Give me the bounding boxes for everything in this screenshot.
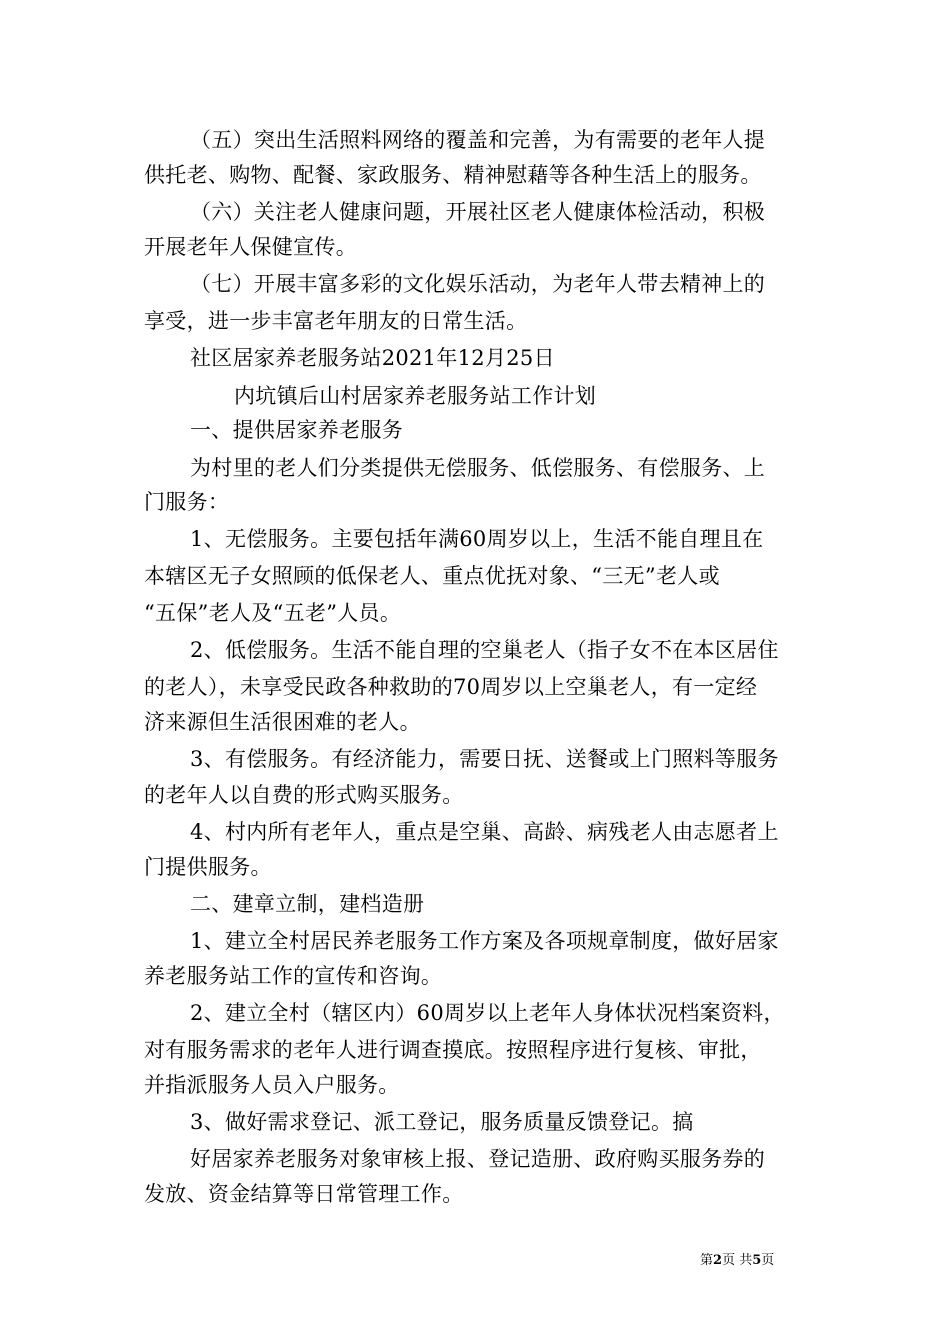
current-page-number: 2 [713,1253,723,1268]
text-line: 3、做好需求登记、派工登记，服务质量反馈登记。搞 [190,1110,694,1134]
signature-line: 社区居家养老服务站2021年12月25日 [190,346,555,370]
text-line: 门提供服务。 [144,855,272,879]
heading-2: 二、建章立制，建档造册 [190,892,425,916]
text-line: 济来源但生活很困难的老人。 [144,710,421,734]
footer-prefix: 第 [700,1253,714,1268]
text-line: 4、村内所有老年人，重点是空巢、高龄、病残老人由志愿者上 [190,820,779,844]
text-line: 为村里的老人们分类提供无偿服务、低偿服务、有偿服务、上 [190,456,766,480]
text-line: 2、建立全村（辖区内）60周岁以上老年人身体状况档案资料， [190,1001,785,1025]
text-line: 的老人），未享受民政各种救助的70周岁以上空巢老人，有一定经 [144,675,758,699]
text-line: 并指派服务人员入户服务。 [144,1073,400,1097]
text-line: 享受，进一步丰富老年朋友的日常生活。 [144,309,528,333]
text-line: 本辖区无子女照顾的低保老人、重点优抚对象、“三无”老人或 [144,564,720,588]
text-line: 开展老年人保健宣传。 [144,235,357,259]
text-line: 2、低偿服务。生活不能自理的空巢老人（指子女不在本区居住 [190,638,779,662]
text-line: 1、无偿服务。主要包括年满60周岁以上，生活不能自理且在 [190,527,764,551]
text-line: （五）突出生活照料网络的覆盖和完善，为有需要的老年人提 [190,128,766,152]
text-line: 门服务： [144,490,230,514]
footer-suffix: 页 [761,1253,775,1268]
text-line: 1、建立全村居民养老服务工作方案及各项规章制度，做好居家 [190,929,779,953]
section-title: 内坑镇后山村居家养老服务站工作计划 [234,384,597,408]
total-page-number: 5 [752,1253,762,1268]
footer-middle: 页 共 [722,1253,753,1268]
text-line: 发放、资金结算等日常管理工作。 [144,1182,464,1206]
text-line: 的老年人以自费的形式购买服务。 [144,783,464,807]
page-footer [700,1252,774,1270]
heading-1: 一、提供居家养老服务 [190,418,403,442]
text-line: 养老服务站工作的宣传和咨询。 [144,964,443,988]
text-line: 3、有偿服务。有经济能力，需要日抚、送餐或上门照料等服务 [190,747,779,771]
text-line: 对有服务需求的老年人进行调查摸底。按照程序进行复核、审批， [144,1038,762,1062]
text-line: “五保”老人及“五老”人员。 [144,601,402,625]
text-line: （六）关注老人健康问题，开展社区老人健康体检活动，积极 [190,200,766,224]
text-line: （七）开展丰富多彩的文化娱乐活动，为老年人带去精神上的 [190,272,766,296]
text-line: 好居家养老服务对象审核上报、登记造册、政府购买服务券的 [190,1147,766,1171]
text-line: 供托老、购物、配餐、家政服务、精神慰藉等各种生活上的服务。 [144,163,762,187]
